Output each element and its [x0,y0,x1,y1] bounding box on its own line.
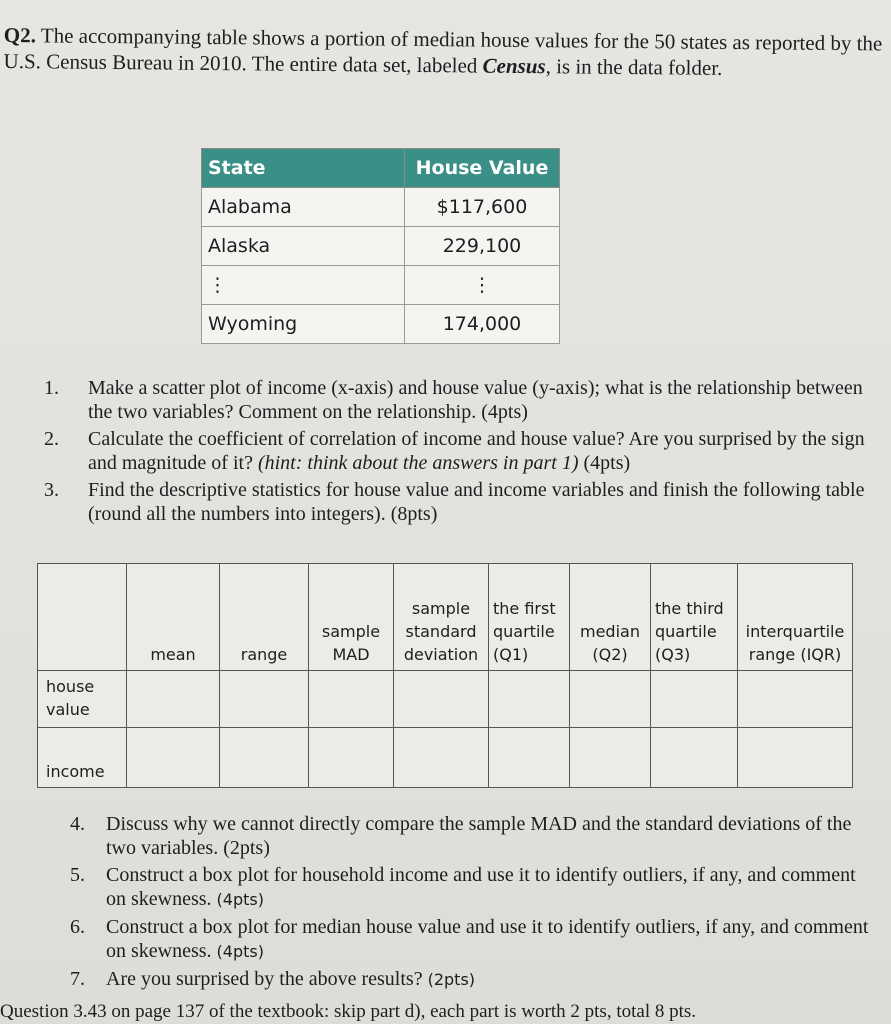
answer-cell[interactable] [570,671,651,728]
item-body: Are you surprised by the above results? [106,968,423,990]
item-points: (2pts) [427,970,476,989]
list-item [70,812,880,860]
corner-cell [38,564,127,671]
answer-cell[interactable] [570,728,651,788]
bottom-text: Question 3.43 on page 137 of the textbook: skip part d), each part is worth 2 pts, total 8 pts. [0,1001,697,1022]
answer-cell[interactable] [651,728,738,788]
bottom-instruction [0,998,891,1024]
answer-cell[interactable] [127,728,220,788]
item-text-a: Calculate the coefficient of correlation of income and house value? Are you surprised by the sign and magnitude of it? [88,428,865,474]
list-item [44,376,884,424]
table-row [202,188,560,227]
item-points: (4pts) [216,942,264,961]
hint-text: (hint: think about the answers in part 1) [257,452,579,474]
item-number: 1. [44,377,59,399]
value-cell: ⋮ [405,266,560,305]
table-row [38,728,853,788]
header-median: median (Q2) [570,564,651,671]
answer-cell[interactable] [489,671,570,728]
table-header-row [202,149,560,188]
value-cell: $117,600 [405,188,560,227]
item-number: 2. [44,428,59,450]
item-text [106,967,880,992]
item-text: Discuss why we cannot directly compare the sample MAD and the standard deviations of the two variables. (2pts) [106,813,852,859]
header-range: range [220,564,309,671]
list-item [70,915,880,964]
table-row [38,671,853,728]
answer-cell[interactable] [309,671,394,728]
list-item [70,863,880,912]
answer-cell[interactable] [489,728,570,788]
answer-cell[interactable] [738,671,853,728]
item-points: (4pts) [216,890,264,909]
answer-cell[interactable] [394,671,489,728]
state-cell: ⋮ [202,266,405,305]
item-text [106,915,880,964]
question-number: Q2. [3,22,37,48]
state-house-value-table [201,148,560,344]
item-text: Make a scatter plot of income (x-axis) and house value (y-axis); what is the relationship between the two variables? Comment on the relationship. (4pts) [88,377,863,423]
header-sample-mad: sample MAD [309,564,394,671]
table-header-row [38,564,853,671]
header-mean: mean [127,564,220,671]
item-number: 7. [70,968,85,990]
answer-cell[interactable] [738,728,853,788]
header-iqr: interquartile range (IQR) [738,564,853,671]
question-list-2 [70,812,880,995]
header-state: State [202,149,405,188]
item-number: 5. [70,864,85,886]
answer-cell[interactable] [220,671,309,728]
item-number: 6. [70,916,85,938]
row-label-house-value: house value [38,671,127,728]
item-number: 4. [70,813,85,835]
item-text: Find the descriptive statistics for house value and income variables and finish the following table (round all the numbers into integers). (8pts) [88,479,865,525]
table-row [202,305,560,344]
list-item [70,967,880,992]
answer-cell[interactable] [309,728,394,788]
item-body: Construct a box plot for household income and use it to identify outliers, if any, and comment on skewness. [106,864,856,910]
item-text-b: (4pts) [578,452,631,474]
list-item [44,427,884,475]
value-cell: 174,000 [405,305,560,344]
table-row [202,227,560,266]
header-q1: the first quartile (Q1) [489,564,570,671]
answer-cell[interactable] [651,671,738,728]
state-cell: Alaska [202,227,405,266]
answer-cell[interactable] [127,671,220,728]
row-label-income: income [38,728,127,788]
state-cell: Wyoming [202,305,405,344]
intro-text-2: , is in the data folder. [545,54,723,80]
item-text [106,863,880,912]
header-q3: the third quartile (Q3) [651,564,738,671]
header-house-value: House Value [405,149,560,188]
list-item [44,478,884,526]
value-cell: 229,100 [405,227,560,266]
state-cell: Alabama [202,188,405,227]
item-text [88,427,884,475]
item-number: 3. [44,479,59,501]
question-list-1 [44,376,884,529]
intro-text-1: The accompanying table shows a portion of median house values for the 50 states as reported by the U.S. Census Bureau in 2010. The entire data set, labeled [3,23,883,78]
answer-cell[interactable] [394,728,489,788]
header-sample-std: sample standard deviation [394,564,489,671]
item-body: Construct a box plot for median house value and use it to identify outliers, if any, and comment on skewness. [106,916,869,962]
dataset-name: Census [482,53,546,79]
descriptive-stats-table [37,563,853,788]
table-row [202,266,560,305]
answer-cell[interactable] [220,728,309,788]
question-2-intro [4,22,884,82]
